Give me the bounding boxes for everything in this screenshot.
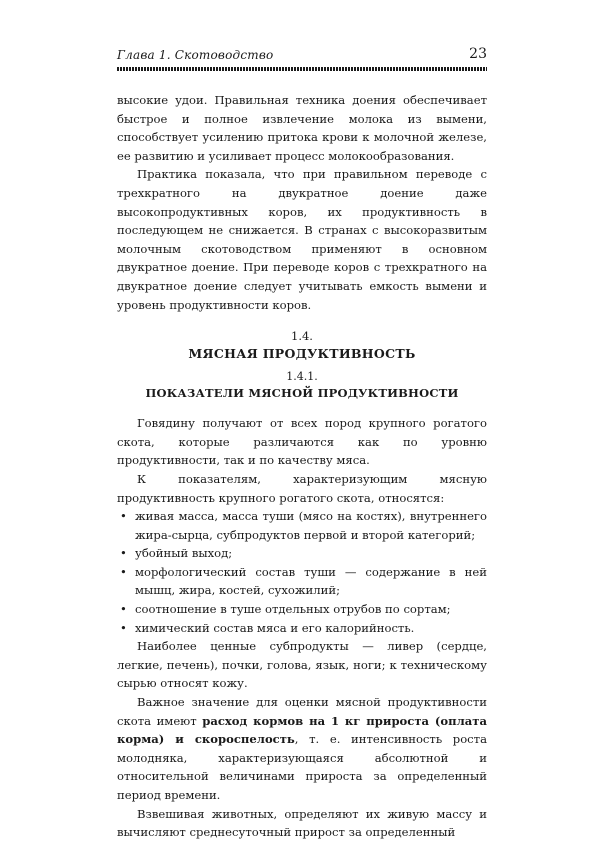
header-rule	[117, 67, 487, 71]
indicator-list	[117, 507, 487, 637]
section-title: МЯСНАЯ ПРОДУКТИВНОСТЬ	[188, 346, 416, 362]
paragraph: К показателям, характеризующим мясную продуктивность крупного рогатого скота, относятся:	[117, 471, 487, 505]
subsection-title: ПОКАЗАТЕЛИ МЯСНОЙ ПРОДУКТИВНОСТИ	[145, 386, 459, 401]
list-item: • соотношение в туше отдельных отрубов по сортам;	[117, 600, 487, 619]
list-item: • химический состав мяса и его калорийность.	[117, 619, 487, 638]
list-item: • живая масса, масса туши (мясо на костях), внутреннего жира-сырца, субпродуктов первой и второй категорий;	[120, 509, 487, 542]
chapter-title: Глава 1. Скотоводство	[117, 48, 274, 62]
bullet-icon: •	[120, 602, 127, 617]
bullet-icon: •	[120, 620, 127, 635]
bullet-icon: •	[120, 564, 127, 579]
paragraph: Наиболее ценные субпродукты — ливер (сердце, легкие, печень), почки, голова, язык, ноги; к техническому сырью относят кожу.	[117, 639, 487, 691]
running-header	[117, 44, 487, 66]
bullet-icon: •	[120, 509, 127, 524]
paragraph: Практика показала, что при правильном переводе с трехкратного на двукратное доение даже высокопродуктивных коров, их продуктивность в последующем не снижается. В странах с высокоразвитым молочным скотоводством применяют в основном двукратное доение. При переводе коров с трехкратного на двукратное доение следует учитывать емкость вымени и уровень продуктивности коров.	[117, 167, 487, 312]
paragraph: Взвешивая животных, определяют их живую массу и вычисляют среднесуточный прирост за определенный	[117, 806, 487, 840]
bold-term: расход кормов на 1 кг прироста (оплата корма) и скороспелость	[117, 713, 488, 747]
list-item: • морфологический состав туши — содержание в ней мышц, жира, костей, сухожилий;	[120, 564, 487, 598]
list-item: • убойный выход;	[117, 544, 487, 563]
paragraph: Говядину получают от всех пород крупного рогатого скота, которые различаются как по уровню продуктивности, так и по качеству мяса.	[117, 416, 487, 468]
page-number: 23	[469, 46, 487, 62]
bullet-icon: •	[120, 546, 127, 561]
paragraph-continuation: высокие удои. Правильная техника доения обеспечивает быстрое и полное извлечение молока из вымени, способствует усилению притока крови к молочной железе, ее развитию и усиливает процесс молокообразования.	[117, 93, 487, 163]
body-text	[117, 91, 487, 842]
section-number: 1.4.	[291, 329, 313, 344]
subsection-number: 1.4.1.	[286, 370, 318, 384]
paragraph: Важное значение для оценки мясной продуктивности скота имеют расход кормов на 1 кг прироста (оплата корма) и скороспелость, т. е. интенсивность роста молодняка, характеризующаяся абсолютной и относительной величинами прироста за определенный период времени.	[117, 695, 488, 802]
